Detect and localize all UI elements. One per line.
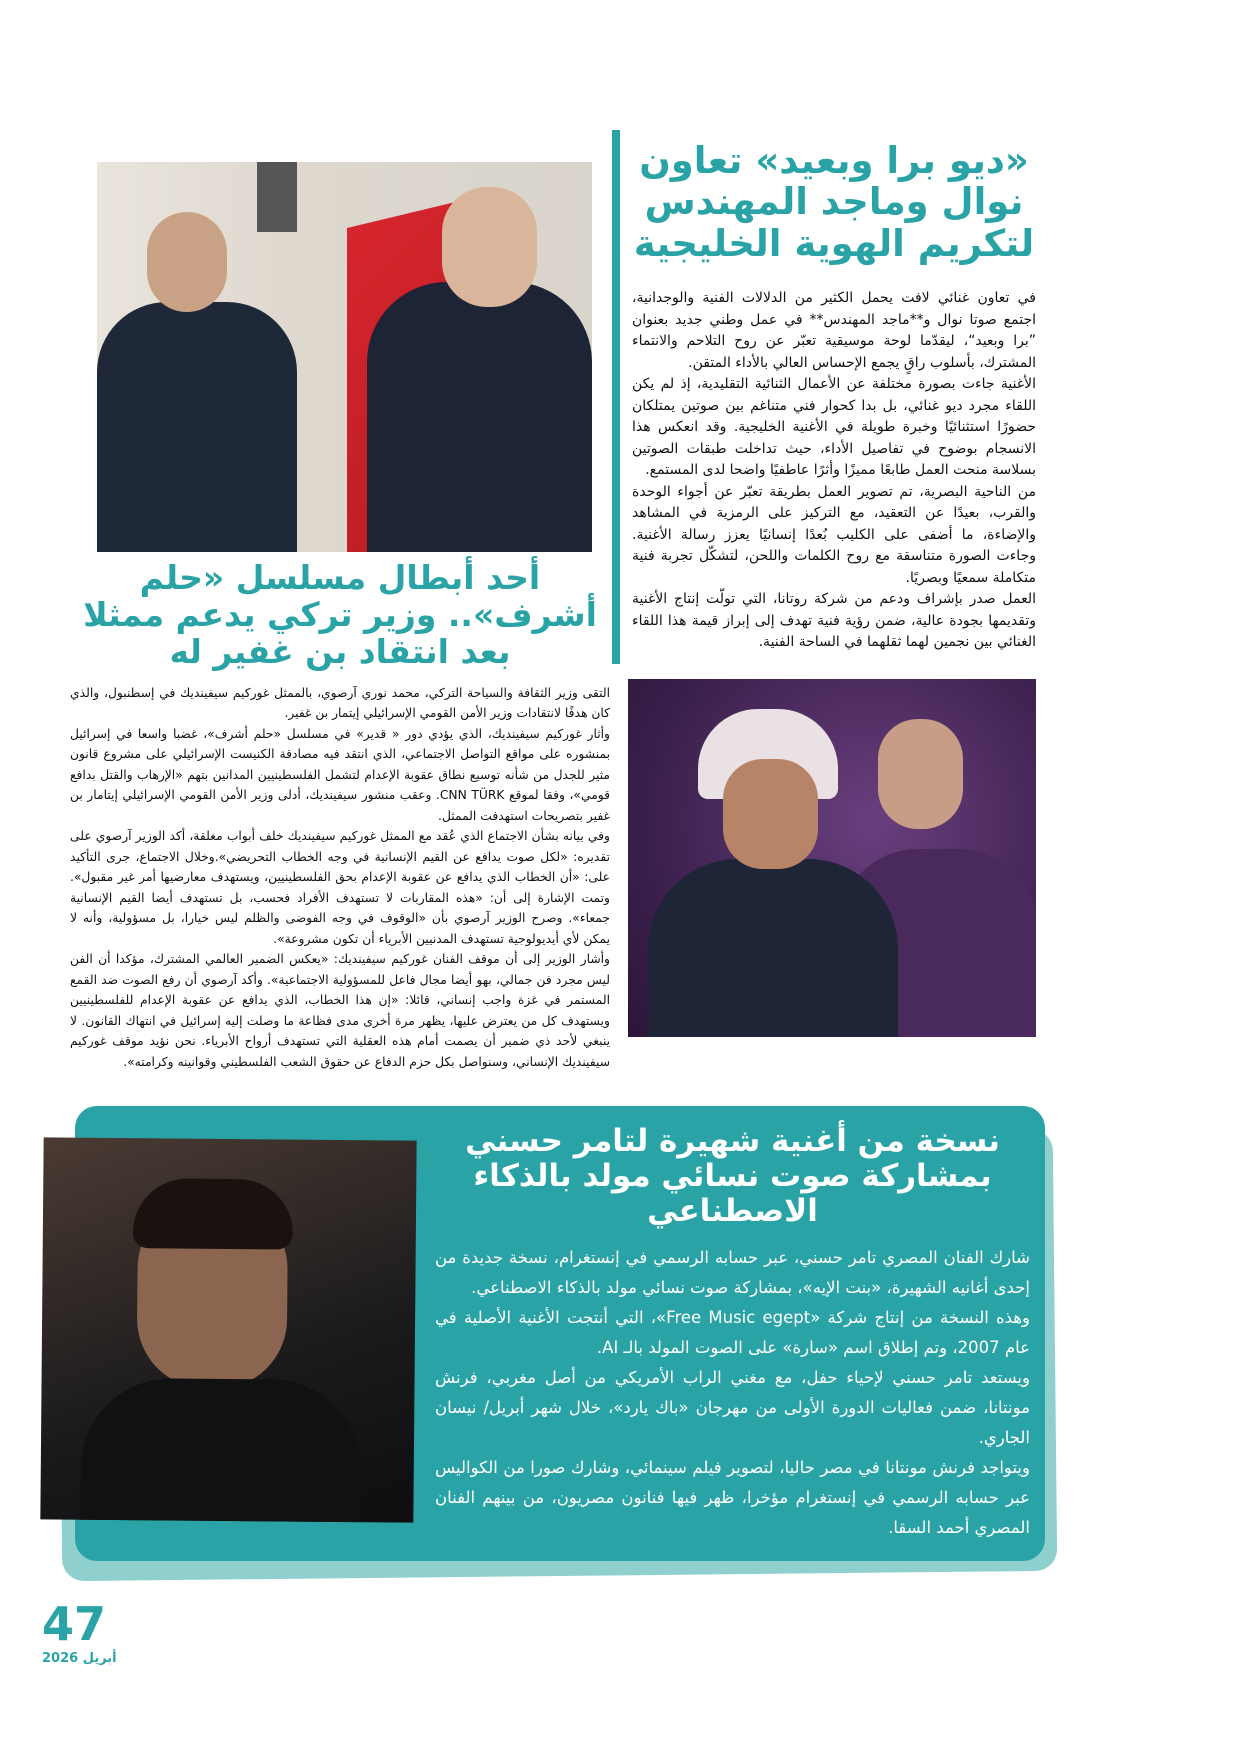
article3-body <box>435 1243 1030 1543</box>
left-column <box>70 130 610 1072</box>
article1 <box>612 130 1036 664</box>
article1-paragraph: من الناحية البصرية، تم تصوير العمل بطريقة تعبّر عن أجواء الوحدة والقرب، بعيدًا عن التعقيد، مع التركيز على الرمزية في المشاهد والإضاءة، ما أضفى على الكليب بُعدًا إنسانيًا يعزز رسالة الأغنية. وجاءت الصورة متناسقة مع روح الكلمات واللحن، لتشكّل تجربة فنية متكاملة سمعيًا وبصريًا. <box>632 483 1036 586</box>
article1-paragraph: في تعاون غنائي لافت يحمل الكثير من الدلالات الفنية والوجدانية، اجتمع صوتا نوال و**ماجد المهندس** في عمل وطني جديد بعنوان ”برا وبعيد“، ليقدّما لوحة موسيقية تعبّر عن روح التلاحم والانتماء المشترك، بأسلوب راقٍ يجمع الإحساس العالي بالأداء المتقن. <box>632 290 1036 371</box>
article1-body <box>632 288 1036 654</box>
article3-content <box>75 1106 1045 1560</box>
article1-paragraph: الأغنية جاءت بصورة مختلفة عن الأعمال الثنائية التقليدية، إذ لم يكن اللقاء مجرد ديو غنائي، بل بدا كحوار فني متناغم بين صوتين يمتلكان حضورًا استثنائيًا وخبرة طويلة في الأغنية الخليجية. وقد انعكس هذا الانسجام بوضوح في تفاصيل الأداء، حيث تداخلت طبقات الصوتين بسلاسة منحت العمل طابعًا مميزًا وأثرًا عاطفيًا واضحا لدى المستمع. <box>632 376 1036 479</box>
article3-title: نسخة من أغنية شهيرة لتامر حسني بمشاركة صوت نسائي مولد بالذكاء الاصطناعي <box>465 1123 1000 1229</box>
article2-paragraph: وفي بيانه بشأن الاجتماع الذي عُقد مع الممثل غوركيم سيفينديك خلف أبواب مغلقة، أكد الوزير آرصوي على تقديره: «لكل صوت يدافع عن القيم الإنسانية في وجه الخطاب التحريضي».وخلال الاجتماع، جرى التأكيد على: «أن الخطاب الذي يدافع عن عقوبة الإعدام بحق الفلسطينيين، ويستهدف معارضيها أمر غير مقبول». وتمت الإشارة إلى أن: «هذه المقاربات لا تستهدف الأفراد فحسب، بل تستهدف أيضا القيم الإنسانية جمعاء». وصرح الوزير آرصوي بأن «الوقوف في وجه الفوضى والظلم ليس خيارا، بل مسؤولية، وأنه لا يمكن لأي أيديولوجية تستهدف المدنيين الأبرياء أن تكون مشروعة». <box>70 829 610 946</box>
article3-card <box>75 1106 1045 1560</box>
article2-title: أحد أبطال مسلسل «حلم أشرف».. وزير تركي يدعم ممثلا بعد انتقاد بن غفير له <box>83 558 597 671</box>
article3-paragraph: وهذه النسخة من إنتاج شركة «Free Music egept»، التي أنتجت الأغنية الأصلية في عام 2007، وتم إطلاق اسم «سارة» على الصوت المولد بالـ AI. <box>435 1307 1031 1357</box>
article1-paragraph: العمل صدر بإشراف ودعم من شركة روتانا، التي تولّت إنتاج الأغنية وتقديمها بجودة عالية، ضمن رؤية فنية تهدف إلى إبراز قيمة هذا اللقاء الغنائي بين نجمين لهما ثقلهما في الساحة الفنية. <box>632 591 1036 651</box>
right-column <box>612 130 1036 1037</box>
top-section <box>70 130 1036 1072</box>
article3-paragraph: شارك الفنان المصري تامر حسني، عبر حسابه الرسمي في إنستغرام، نسخة جديدة من إحدى أغانيه الشهيرة، «بنت الإيه»، بمشاركة صوت نسائي مولد بالذكاء الاصطناعي. <box>435 1247 1030 1297</box>
article1-title: «ديو برا وبعيد» تعاون نوال وماجد المهندس لتكريم الهوية الخليجية <box>633 139 1035 265</box>
article2-paragraph: وأثار غوركيم سيفينديك، الذي يؤدي دور « قدير» في مسلسل «حلم أشرف»، غضبا واسعا في إسرائيل بمنشوره على مواقع التواصل الاجتماعي، الذي انتقد فيه مصادقة الكنيست الإسرائيلي على مشروع قانون مثير للجدل من شأنه توسيع نطاق عقوبة الإعدام لتشمل الفلسطينيين المدانين بتهم «الإرهاب والقتل بدافع قومي»، وفقا لموقع CNN TÜRK. وعقب منشور سيفينديك، أدلى وزير الأمن القومي الإسرائيلي إيتامار بن غفير بتصريحات استهدفت الممثل. <box>70 726 611 823</box>
page-number: 47 <box>42 1596 107 1651</box>
footer <box>42 1596 1036 1666</box>
photo-minister-and-actor <box>97 162 592 552</box>
article3-paragraph: ويتواجد فرنش مونتانا في مصر حاليا، لتصوير فيلم سينمائي، وشارك صورا من الكواليس عبر حسابه الرسمي في إنستغرام مؤخرا، ظهر فيها فنانون مصريون، من بينهم الفنان المصري أحمد السقا. <box>435 1457 1030 1537</box>
photo-nawal-and-majid <box>628 679 1036 1037</box>
article2-paragraph: وأشار الوزير إلى أن موقف الفنان غوركيم سيفينديك: «يعكس الضمير العالمي المشترك، مؤكدا أن الفن ليس مجرد فن جمالي، بهو أيضا مجال فاعل للمسؤولية الاجتماعية». وأكد آرصوي أن رفع الصوت ضد القمع المستمر في غزة واجب إنساني، قائلا: «إن هذا الخطاب، الذي يدافع عن عقوبة الإعدام للفلسطينيين ويستهدف كل من يعترض عليها، يظهر مرة أخرى مدى فظاعة ما وصلت إليه إسرائيل في انتهاك القانون. لا ينبغي لأحد ذي ضمير أن يصمت أمام هذه العقلية التي تستهدف أرواح الأبرياء. نحن نؤيد موقف غوركيم سيفينديك الإنساني، وسنواصل بكل حزم الدفاع عن حقوق الشعب الفلسطيني وقوانينه وكرامته». <box>70 952 610 1069</box>
article2-paragraph: التقى وزير الثقافة والسياحة التركي، محمد نوري آرصوي، بالممثل غوركيم سيفينديك في إسطنبول، والذي كان هدفًا لانتقادات وزير الأمن القومي الإسرائيلي إيتمار بن غفير. <box>70 685 610 721</box>
issue-date: أبريل 2026 <box>42 1650 117 1666</box>
article2-body <box>70 683 610 1073</box>
article3-paragraph: ويستعد تامر حسني لإحياء حفل، مع مغني الراب الأمريكي من أصل مغربي، فرنش مونتانا، ضمن فعاليات الدورة الأولى من مهرجان «باك يارد»، خلال شهر أبريل/ نيسان الجاري. <box>435 1367 1030 1447</box>
